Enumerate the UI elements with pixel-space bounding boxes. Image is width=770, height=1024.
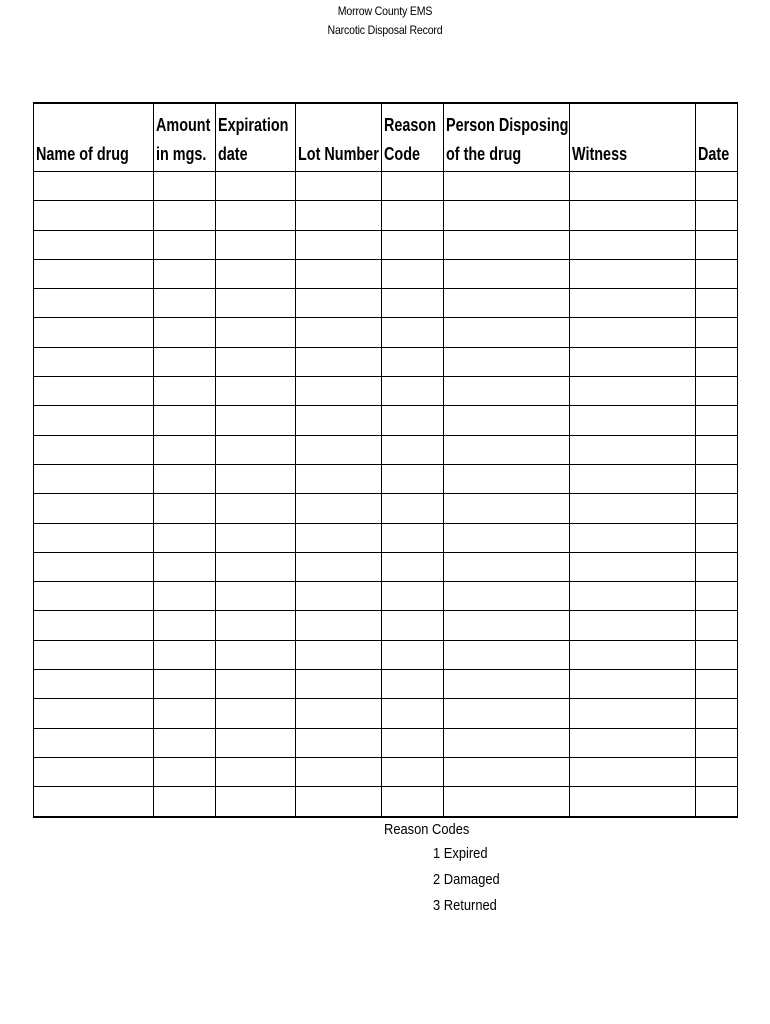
table-cell[interactable] (696, 640, 738, 669)
table-cell[interactable] (154, 670, 216, 699)
table-cell[interactable] (570, 757, 696, 786)
table-header-row (34, 103, 738, 172)
table-cell[interactable] (570, 552, 696, 581)
table-cell[interactable] (154, 728, 216, 757)
table-cell[interactable] (296, 201, 382, 230)
table-cell[interactable] (154, 640, 216, 669)
table-cell[interactable] (570, 494, 696, 523)
table-cell[interactable] (382, 406, 444, 435)
table-cell[interactable] (34, 230, 154, 259)
table-cell[interactable] (444, 406, 570, 435)
table-cell[interactable] (570, 201, 696, 230)
column-header-name-of-drug: Name of drug (34, 103, 154, 172)
table-cell[interactable] (444, 289, 570, 318)
column-header-reason-code: Reason Code (382, 103, 444, 172)
table-cell[interactable] (154, 230, 216, 259)
table-cell[interactable] (696, 230, 738, 259)
table-cell[interactable] (696, 670, 738, 699)
table-cell[interactable] (34, 670, 154, 699)
reason-codes-title: Reason Codes (384, 821, 470, 838)
table-row (34, 523, 738, 552)
reason-code-item: 3 Returned (433, 897, 497, 914)
table-cell[interactable] (296, 787, 382, 817)
table-cell[interactable] (696, 406, 738, 435)
table-cell[interactable] (34, 377, 154, 406)
table-row (34, 787, 738, 817)
table-row (34, 377, 738, 406)
table-cell[interactable] (154, 347, 216, 376)
table-cell[interactable] (154, 552, 216, 581)
table-cell[interactable] (444, 464, 570, 493)
table-cell[interactable] (382, 347, 444, 376)
table-body (34, 172, 738, 817)
table-cell[interactable] (570, 377, 696, 406)
table-cell[interactable] (696, 552, 738, 581)
table-cell[interactable] (444, 377, 570, 406)
table-cell[interactable] (34, 435, 154, 464)
table-cell[interactable] (34, 494, 154, 523)
table-cell[interactable] (154, 611, 216, 640)
table-cell[interactable] (444, 230, 570, 259)
table-cell[interactable] (154, 494, 216, 523)
table-cell[interactable] (34, 640, 154, 669)
table-row (34, 494, 738, 523)
table-cell[interactable] (696, 787, 738, 817)
table-cell[interactable] (296, 728, 382, 757)
table-cell[interactable] (296, 670, 382, 699)
table-row (34, 259, 738, 288)
table-cell[interactable] (382, 787, 444, 817)
table-cell[interactable] (296, 640, 382, 669)
table-cell[interactable] (444, 523, 570, 552)
column-header-expiration-date: Expiration date (216, 103, 296, 172)
table-cell[interactable] (444, 552, 570, 581)
table-cell[interactable] (216, 377, 296, 406)
table-cell[interactable] (296, 259, 382, 288)
table-cell[interactable] (216, 259, 296, 288)
reason-code-item: 2 Damaged (433, 871, 500, 888)
disposal-record-table (33, 102, 738, 818)
table-cell[interactable] (444, 259, 570, 288)
table-cell[interactable] (570, 318, 696, 347)
table-cell[interactable] (444, 787, 570, 817)
table-row (34, 611, 738, 640)
table-cell[interactable] (382, 552, 444, 581)
table-cell[interactable] (296, 611, 382, 640)
table-cell[interactable] (34, 406, 154, 435)
table-cell[interactable] (696, 523, 738, 552)
table-cell[interactable] (382, 230, 444, 259)
table-cell[interactable] (34, 523, 154, 552)
table-row (34, 289, 738, 318)
table-cell[interactable] (570, 670, 696, 699)
table-cell[interactable] (34, 582, 154, 611)
table-cell[interactable] (570, 611, 696, 640)
table-cell[interactable] (444, 494, 570, 523)
table-cell[interactable] (296, 230, 382, 259)
table-cell[interactable] (34, 318, 154, 347)
table-cell[interactable] (296, 172, 382, 201)
table-cell[interactable] (382, 611, 444, 640)
table-cell[interactable] (382, 201, 444, 230)
table-cell[interactable] (696, 464, 738, 493)
table-cell[interactable] (216, 289, 296, 318)
table-cell[interactable] (296, 699, 382, 728)
table-cell[interactable] (696, 728, 738, 757)
table-cell[interactable] (154, 464, 216, 493)
table-cell[interactable] (216, 787, 296, 817)
table-row (34, 172, 738, 201)
column-header-lot-number: Lot Number (296, 103, 382, 172)
table-cell[interactable] (216, 582, 296, 611)
table-row (34, 670, 738, 699)
table-cell[interactable] (444, 670, 570, 699)
table-cell[interactable] (382, 523, 444, 552)
table-cell[interactable] (696, 757, 738, 786)
table-cell[interactable] (154, 289, 216, 318)
table-row (34, 582, 738, 611)
table-row (34, 552, 738, 581)
table-cell[interactable] (570, 172, 696, 201)
table-cell[interactable] (34, 787, 154, 817)
table-cell[interactable] (296, 523, 382, 552)
table-row (34, 699, 738, 728)
table-cell[interactable] (216, 640, 296, 669)
table-cell[interactable] (216, 172, 296, 201)
table-cell[interactable] (444, 435, 570, 464)
table-cell[interactable] (216, 464, 296, 493)
table-cell[interactable] (444, 611, 570, 640)
table-cell[interactable] (696, 435, 738, 464)
table-cell[interactable] (154, 172, 216, 201)
table-cell[interactable] (154, 259, 216, 288)
table-row (34, 435, 738, 464)
table-cell[interactable] (570, 259, 696, 288)
table-row (34, 757, 738, 786)
table-cell[interactable] (216, 757, 296, 786)
table-cell[interactable] (216, 347, 296, 376)
organization-name: Morrow County EMS (337, 4, 433, 18)
table-cell[interactable] (34, 259, 154, 288)
table-cell[interactable] (216, 670, 296, 699)
table-cell[interactable] (696, 347, 738, 376)
table-cell[interactable] (382, 464, 444, 493)
column-header-person-disposing: Person Disposing of the drug (444, 103, 570, 172)
table-cell[interactable] (696, 172, 738, 201)
table-cell[interactable] (696, 377, 738, 406)
table-cell[interactable] (444, 201, 570, 230)
table-cell[interactable] (296, 494, 382, 523)
table-cell[interactable] (154, 377, 216, 406)
table-cell[interactable] (154, 757, 216, 786)
table-cell[interactable] (34, 347, 154, 376)
table-cell[interactable] (296, 406, 382, 435)
table-cell[interactable] (216, 230, 296, 259)
table-cell[interactable] (696, 201, 738, 230)
table-cell[interactable] (382, 699, 444, 728)
table-row (34, 347, 738, 376)
table-cell[interactable] (34, 728, 154, 757)
table-cell[interactable] (216, 728, 296, 757)
table-cell[interactable] (216, 552, 296, 581)
table-cell[interactable] (296, 347, 382, 376)
table-row (34, 318, 738, 347)
table-cell[interactable] (696, 494, 738, 523)
table-row (34, 464, 738, 493)
table-cell[interactable] (34, 552, 154, 581)
table-cell[interactable] (382, 259, 444, 288)
table-cell[interactable] (382, 757, 444, 786)
table-cell[interactable] (570, 289, 696, 318)
table-cell[interactable] (296, 552, 382, 581)
table-cell[interactable] (34, 201, 154, 230)
table-cell[interactable] (382, 494, 444, 523)
table-cell[interactable] (34, 172, 154, 201)
table-cell[interactable] (382, 377, 444, 406)
table-cell[interactable] (34, 611, 154, 640)
reason-code-item: 1 Expired (433, 845, 488, 862)
reason-codes-legend (384, 819, 500, 919)
table-cell[interactable] (216, 318, 296, 347)
table-cell[interactable] (216, 406, 296, 435)
table-cell[interactable] (444, 318, 570, 347)
table-cell[interactable] (34, 464, 154, 493)
table-cell[interactable] (216, 611, 296, 640)
table-cell[interactable] (696, 259, 738, 288)
table-cell[interactable] (570, 435, 696, 464)
table-cell[interactable] (696, 582, 738, 611)
column-header-witness: Witness (570, 103, 696, 172)
table-cell[interactable] (444, 757, 570, 786)
form-header (46, 2, 724, 40)
table-cell[interactable] (382, 670, 444, 699)
table-cell[interactable] (382, 640, 444, 669)
table-cell[interactable] (296, 464, 382, 493)
table-cell[interactable] (154, 406, 216, 435)
table-cell[interactable] (382, 582, 444, 611)
table-cell[interactable] (34, 289, 154, 318)
table-cell[interactable] (570, 582, 696, 611)
table-row (34, 406, 738, 435)
table-cell[interactable] (696, 289, 738, 318)
table-cell[interactable] (570, 464, 696, 493)
table-cell[interactable] (570, 728, 696, 757)
table-cell[interactable] (154, 435, 216, 464)
table-cell[interactable] (570, 523, 696, 552)
table-cell[interactable] (216, 699, 296, 728)
table-cell[interactable] (444, 728, 570, 757)
table-cell[interactable] (382, 289, 444, 318)
table-cell[interactable] (296, 757, 382, 786)
table-cell[interactable] (570, 640, 696, 669)
table-cell[interactable] (696, 699, 738, 728)
table-cell[interactable] (216, 523, 296, 552)
table-cell[interactable] (570, 406, 696, 435)
table-cell[interactable] (154, 787, 216, 817)
table-cell[interactable] (444, 172, 570, 201)
table-cell[interactable] (216, 201, 296, 230)
table-row (34, 230, 738, 259)
table-cell[interactable] (382, 435, 444, 464)
table-cell[interactable] (696, 318, 738, 347)
table-cell[interactable] (154, 582, 216, 611)
table-cell[interactable] (382, 318, 444, 347)
table-cell[interactable] (570, 347, 696, 376)
table-cell[interactable] (444, 582, 570, 611)
table-cell[interactable] (34, 757, 154, 786)
table-cell[interactable] (34, 699, 154, 728)
table-cell[interactable] (216, 494, 296, 523)
table-cell[interactable] (570, 230, 696, 259)
table-cell[interactable] (382, 728, 444, 757)
table-cell[interactable] (444, 699, 570, 728)
table-cell[interactable] (296, 318, 382, 347)
table-cell[interactable] (570, 787, 696, 817)
table-cell[interactable] (154, 201, 216, 230)
table-cell[interactable] (154, 523, 216, 552)
table-cell[interactable] (382, 172, 444, 201)
table-cell[interactable] (696, 611, 738, 640)
table-cell[interactable] (296, 435, 382, 464)
table-row (34, 640, 738, 669)
table-row (34, 728, 738, 757)
table-cell[interactable] (154, 318, 216, 347)
table-cell[interactable] (444, 347, 570, 376)
column-header-amount: Amount in mgs. (154, 103, 216, 172)
column-header-date: Date (696, 103, 738, 172)
table-row (34, 201, 738, 230)
table-cell[interactable] (296, 582, 382, 611)
table-cell[interactable] (296, 289, 382, 318)
form-title: Narcotic Disposal Record (327, 23, 443, 37)
table-cell[interactable] (444, 640, 570, 669)
table-cell[interactable] (154, 699, 216, 728)
table-cell[interactable] (296, 377, 382, 406)
table-cell[interactable] (570, 699, 696, 728)
table-cell[interactable] (216, 435, 296, 464)
